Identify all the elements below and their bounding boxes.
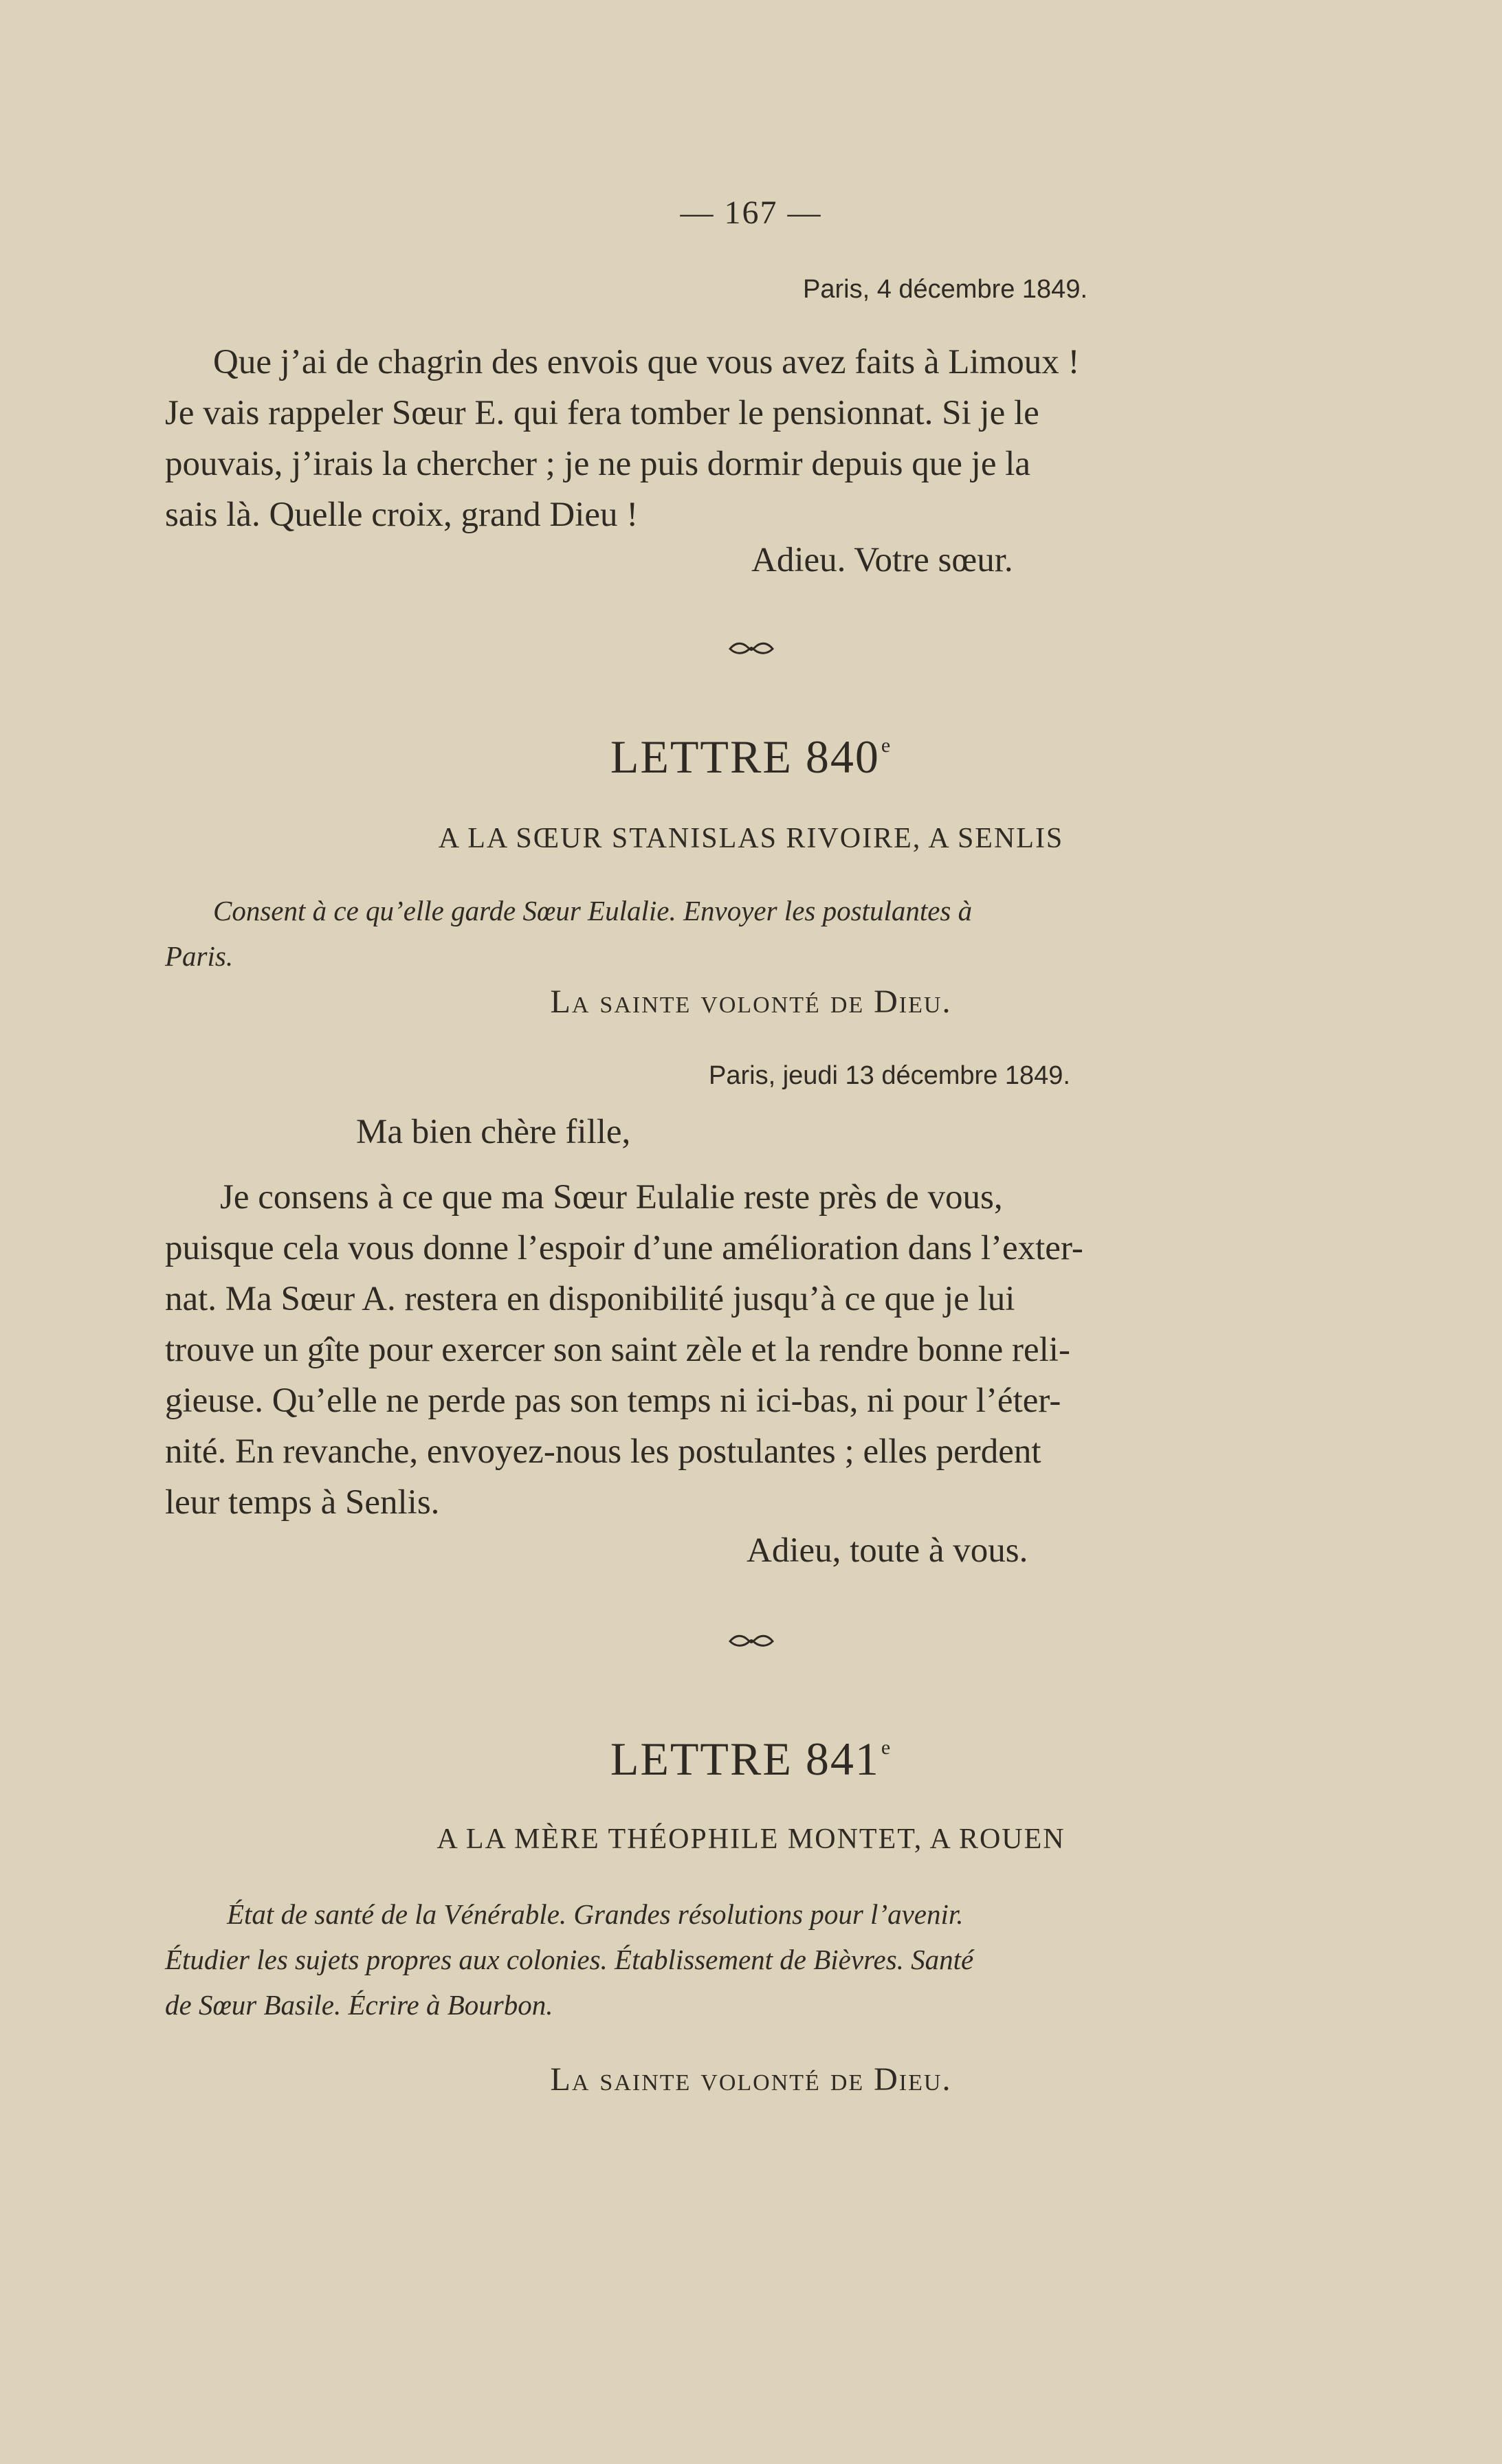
letter-840-title: [0, 730, 1502, 784]
text-line: pouvais, j’irais la chercher ; je ne puis dormir depuis que je la: [165, 445, 1031, 483]
text-line: Je consens à ce que ma Sœur Eulalie reste près de vous,: [220, 1178, 1003, 1217]
letter-841-addressee: A LA MÈRE THÉOPHILE MONTET, A ROUEN: [437, 1823, 1065, 1855]
text-line: Que j’ai de chagrin des envois que vous avez faits à Limoux !: [213, 343, 1080, 381]
letter-840-title-suffix: e: [881, 734, 892, 757]
letter-840-body: [165, 1172, 1237, 1528]
ornament-divider-1: [0, 638, 1502, 662]
text-line: sais là. Quelle croix, grand Dieu !: [165, 496, 639, 534]
ornament-divider-2: [0, 1630, 1502, 1654]
summary-line: Paris.: [165, 940, 234, 972]
text-line: nat. Ma Sœur A. restera en disponibilité jusqu’à ce que je lui: [165, 1280, 1015, 1318]
text-line: nité. En revanche, envoyez-nous les postulantes ; elles perdent: [165, 1432, 1041, 1471]
letter-841-summary: [165, 1891, 1237, 2028]
text-line: trouve un gîte pour exercer son saint zèle et la rendre bonne reli-: [165, 1331, 1070, 1369]
letter-841-title-suffix: e: [881, 1736, 892, 1759]
summary-line: Étudier les sujets propres aux colonies. Établissement de Bièvres. Santé: [165, 1944, 974, 1975]
summary-line: de Sœur Basile. Écrire à Bourbon.: [165, 1989, 553, 2021]
letter-840-summary: [165, 888, 1237, 979]
letter-841-title-text: LETTRE 841: [610, 1733, 880, 1785]
letter-840-dateline: Paris, jeudi 13 décembre 1849.: [709, 1061, 1070, 1090]
text-line: leur temps à Senlis.: [165, 1483, 440, 1522]
letter-840-addressee: A LA SŒUR STANISLAS RIVOIRE, A SENLIS: [438, 823, 1064, 854]
closing-prev: Adieu. Votre sœur.: [751, 541, 1013, 579]
page-number: — 167 —: [680, 195, 822, 231]
fleuron-icon: [727, 1630, 775, 1651]
summary-line: Consent à ce qu’elle garde Sœur Eulalie. Envoyer les postulantes à: [213, 895, 973, 926]
summary-line: État de santé de la Vénérable. Grandes résolutions pour l’avenir.: [227, 1898, 964, 1930]
letter-840-volonte: La sainte volonté de Dieu.: [550, 984, 952, 1020]
text-line: gieuse. Qu’elle ne perde pas son temps ni ici-bas, ni pour l’éter-: [165, 1381, 1061, 1420]
letter-840-title-text: LETTRE 840: [610, 731, 880, 783]
fleuron-icon: [727, 638, 775, 658]
text-line: puisque cela vous donne l’espoir d’une amélioration dans l’exter-: [165, 1229, 1083, 1267]
letter-840-closing: Adieu, toute à vous.: [747, 1531, 1028, 1570]
letter-841-title: [0, 1732, 1502, 1786]
dateline-prev: Paris, 4 décembre 1849.: [803, 275, 1088, 304]
letter-841-volonte: La sainte volonté de Dieu.: [550, 2061, 952, 2098]
letter-840-salutation: Ma bien chère fille,: [356, 1113, 631, 1151]
text-line: Je vais rappeler Sœur E. qui fera tomber le pensionnat. Si je le: [165, 394, 1039, 432]
letter-prev-body: [165, 337, 1237, 540]
